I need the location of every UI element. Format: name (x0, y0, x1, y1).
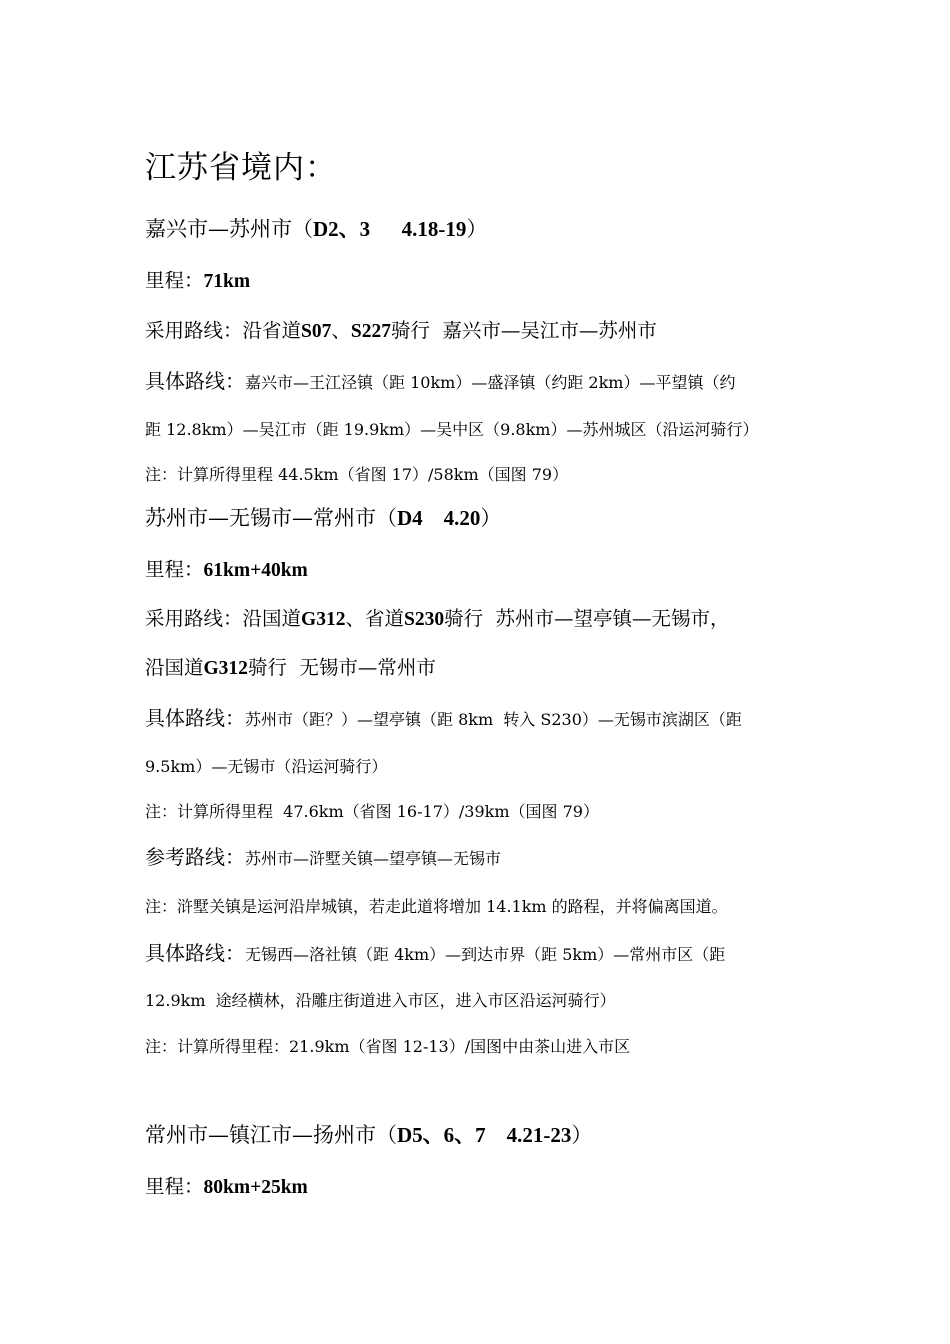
section-2-detail-2-cont: 12.9km 途经横林，沿雕庄街道进入市区，进入市区沿运河骑行） (145, 991, 616, 1010)
heading-bold: D2、3 4.18-19 (313, 217, 467, 241)
route-text: 骑行 苏州市—望亭镇—无锡市， (444, 607, 730, 630)
route-text: 、省道 (345, 607, 404, 630)
section-2-heading (145, 508, 501, 529)
ref-text: 苏州市—浒墅关镇—望亭镇—无锡市 (245, 849, 502, 868)
section-2-ref-note: 注：浒墅关镇是运河沿岸城镇，若走此道将增加 14.1km 的路程，并将偏离国道。 (145, 897, 728, 916)
heading-close: ） (571, 1123, 593, 1147)
heading-close: ） (480, 506, 502, 530)
route-text: 骑行 无锡市—常州市 (247, 656, 436, 679)
route-label: 采用路线： (145, 607, 243, 630)
route-text: 骑行 嘉兴市—吴江市—苏州市 (391, 319, 657, 342)
route-text: 沿省道 (242, 319, 302, 342)
heading-text: 嘉兴市—苏州市（ (145, 217, 313, 241)
detail-text: 苏州市（距？）—望亭镇（距 8km 转入 S230）—无锡市滨湖区（距 (245, 710, 742, 729)
section-3-heading (145, 1125, 592, 1146)
section-2-note-2: 注：计算所得里程：21.9km（省图 12-13）/国图中由茶山进入市区 (145, 1037, 631, 1056)
heading-bold: D5、6、7 4.21-23 (397, 1123, 572, 1147)
section-2-detail-cont: 9.5km）—无锡市（沿运河骑行） (145, 757, 388, 776)
section-1-detail-cont: 距 12.8km）—吴江市（距 19.9km）—吴中区（9.8km）—苏州城区（沿运河骑行） (145, 420, 759, 439)
heading-close: ） (466, 217, 488, 241)
road-code: G312 (203, 658, 248, 679)
detail-text: 嘉兴市—王江泾镇（距 10km）—盛泽镇（约距 2km）—平望镇（约 (245, 373, 736, 392)
mileage-label: 里程： (145, 1175, 204, 1198)
road-code: S230 (403, 609, 445, 630)
section-2-mileage (145, 560, 308, 581)
section-2-ref-route (145, 847, 501, 867)
road-code: S07 (301, 321, 332, 342)
route-text: 、 (331, 319, 351, 342)
section-1-note: 注：计算所得里程 44.5km（省图 17）/58km（国图 79） (145, 465, 569, 484)
road-code: S227 (350, 321, 392, 342)
detail-text: 无锡西—洛社镇（距 4km）—到达市界（距 5km）—常州市区（距 (245, 945, 726, 964)
route-label: 采用路线： (145, 319, 243, 342)
section-2-detail-2 (145, 943, 725, 963)
section-2-route-cont (145, 658, 436, 679)
detail-label: 具体路线： (145, 706, 245, 730)
section-1-mileage (145, 271, 250, 292)
mileage-value: 80km+25km (203, 1177, 308, 1198)
section-1-detail (145, 371, 735, 391)
section-1-route (145, 321, 657, 342)
detail-label: 具体路线： (145, 941, 245, 965)
mileage-value: 71km (203, 271, 251, 292)
heading-bold: D4 4.20 (397, 506, 481, 530)
mileage-label: 里程： (145, 269, 204, 292)
route-text: 沿国道 (145, 656, 204, 679)
ref-label: 参考路线： (145, 845, 245, 869)
section-1-heading (145, 219, 487, 240)
mileage-label: 里程： (145, 558, 204, 581)
section-2-note: 注：计算所得里程 47.6km（省图 16-17）/39km（国图 79） (145, 802, 599, 821)
section-2-route (145, 609, 729, 630)
route-text: 沿国道 (242, 607, 302, 630)
heading-text: 常州市—镇江市—扬州市（ (145, 1123, 397, 1147)
detail-label: 具体路线： (145, 369, 245, 393)
page-title: 江苏省境内： (145, 150, 337, 186)
section-3-mileage (145, 1177, 308, 1198)
mileage-value: 61km+40km (203, 560, 308, 581)
heading-text: 苏州市—无锡市—常州市（ (145, 506, 397, 530)
section-2-detail (145, 708, 742, 728)
road-code: G312 (301, 609, 346, 630)
